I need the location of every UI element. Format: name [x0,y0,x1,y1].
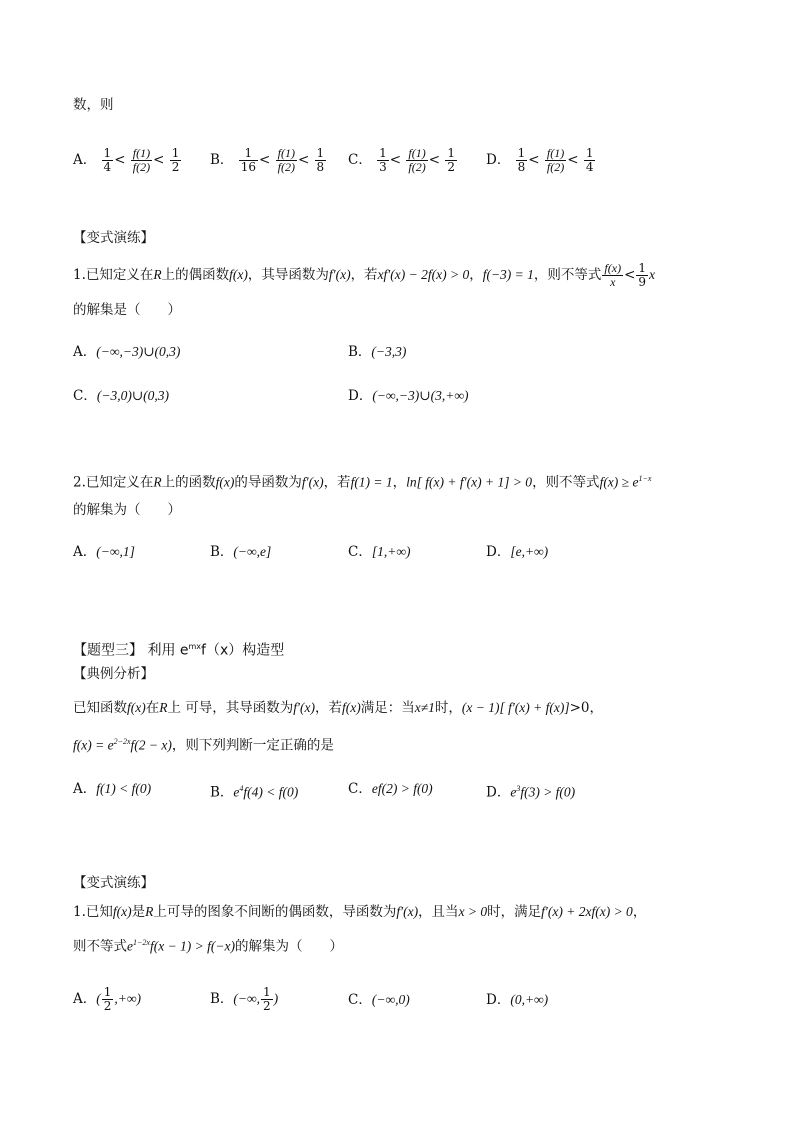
option-d: D．$e^3f(3) > f(0)$ [486,784,576,801]
question-1-line-2: 的解集是（ ） [73,302,181,318]
option-b: B．(−3,3) [348,344,407,360]
option-a: A．f(1) < f(0) [73,781,152,797]
option-a: A．( $\frac{1}{2}$ ,+∞) [73,985,141,1013]
question-1-line-1: 1.已知定义在R上的偶函数f(x)，其导函数为f′(x)，若xf′(x) − 2f(x) > 0，f(−3) = 1，则不等式 $\frac{f(x)}{x}$ < $\frac{1}{9}$ x [73,261,656,289]
variant-line-2: 则不等式$e^{1-2x}f(x - 1) > f(-x)$的解集为（ ） [73,938,344,955]
example-line-1: 已知函数f(x)在R上 可导，其导函数为f′(x)，若f(x)满足：当x≠1时，(x − 1)[ f′(x) + f(x)]>0， [73,700,604,716]
option-d: D．(−∞,−3)∪(3,+∞) [348,388,469,404]
option-a: A．(−∞,1] [73,544,135,560]
option-c: C．(−3,0)∪(0,3) [73,388,169,404]
section-title: 【题型三】 利用 $e^{mx}f(x)$构造型 [73,642,285,659]
option-c: C． $\frac{1}{3}$ < $\frac{f(1)}{f(2)}$ < $\frac{1}{2}$ [348,146,455,174]
section-heading: 【变式演练】 [73,875,154,891]
variant-line-1: 1.已知f(x)是R上可导的图象不间断的偶函数，导函数为f′(x)，且当x > 0时，满足f′(x) + 2xf(x) > 0， [73,904,647,920]
option-b: B．$e^4f(4) < f(0)$ [210,784,299,801]
option-d: D．[e,+∞) [486,544,549,560]
option-b: B． $\frac{1}{16}$ < $\frac{f(1)}{f(2)}$ < $\frac{1}{8}$ [210,146,325,174]
section-subheading: 【典例分析】 [73,666,154,682]
section-heading: 【变式演练】 [73,230,154,246]
option-c: C．ef(2) > f(0) [348,781,433,797]
example-line-2: $f(x) = e^{2-2x}f(2 - x)$，则下列判断一定正确的是 [73,737,334,754]
option-b: B．(−∞, $\frac{1}{2}$ ) [210,985,279,1013]
option-a: A． $\frac{1}{4}$ < $\frac{f(1)}{f(2)}$ < $\frac{1}{2}$ [73,146,180,174]
option-c: C．[1,+∞) [348,544,411,560]
option-d: D． $\frac{1}{8}$ < $\frac{f(1)}{f(2)}$ < $\frac{1}{4}$ [486,146,594,174]
option-a: A．(−∞,−3)∪(0,3) [73,344,181,360]
option-d: D．(0,+∞) [486,992,549,1008]
option-b: B．(−∞,e] [210,544,272,560]
question-2-line-1: 2.已知定义在R上的函数f(x)的导函数为f′(x)，若f(1) = 1，ln[ f(x) + f′(x) + 1] > 0，则不等式$f(x) \ge e^{1-x}$ [73,474,652,491]
question-2-line-2: 的解集为（ ） [73,502,181,518]
option-c: C．(−∞,0) [348,992,410,1008]
text-line: 数，则 [73,97,114,113]
